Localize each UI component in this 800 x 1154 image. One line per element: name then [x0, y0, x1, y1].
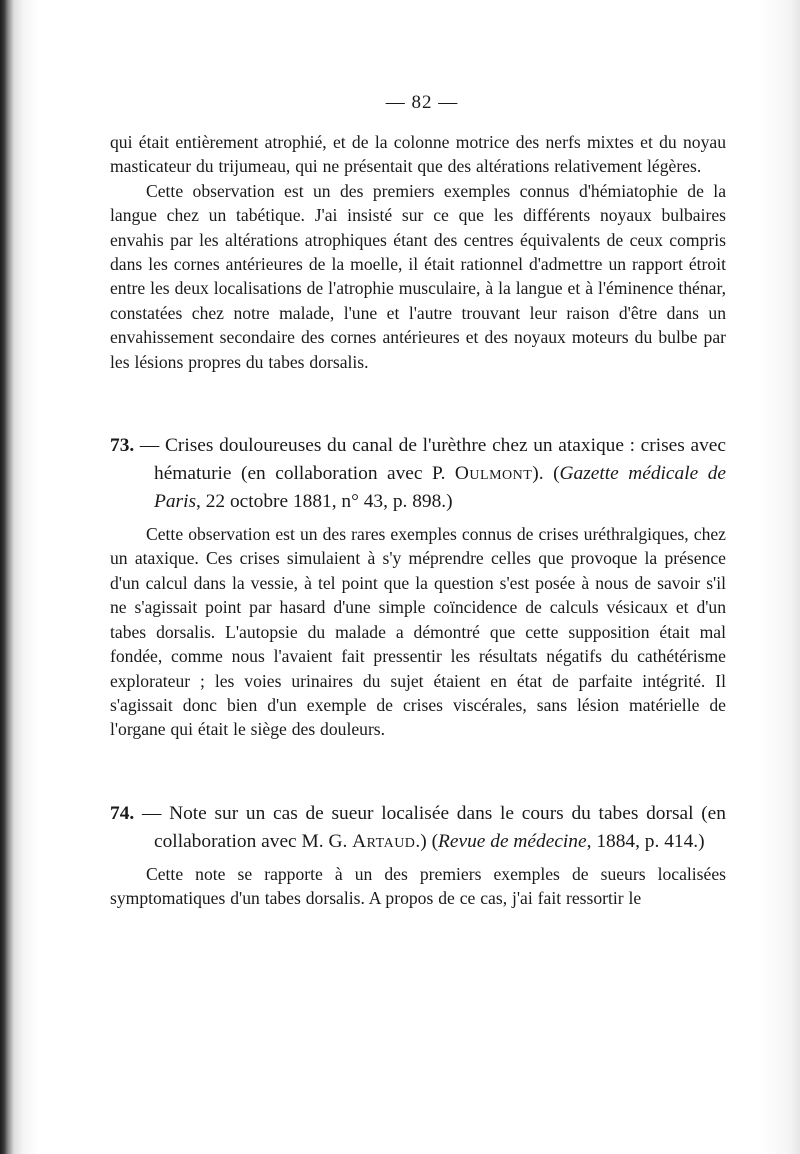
entry-source-journal: Revue de médecine	[438, 830, 587, 852]
intro-paragraph-observation: Cette observation est un des premiers exemples connus d'hémiatophie de la langue chez un tabétique. J'ai insisté sur ce que les différents noyaux bulbaires envahis par les altérations atrophiques étant des centres équivalents de ceux compris dans les cornes antérieures de la moelle, il était rationnel d'admettre un rapport étroit entre les deux localisations de l'atrophie musculaire, à la langue et à l'éminence thénar, constatées chez notre malade, l'une et l'autre trouvant leur raison d'être dans un envahissement secondaire des cornes antérieures et des noyaux moteurs du bulbe par les lésions propres du tabes dorsalis.	[110, 180, 726, 372]
entry-collaborator: Oulmont	[454, 463, 533, 485]
intro-section	[110, 130, 726, 374]
entry-source-open: (	[553, 463, 560, 485]
entry-source-journal: Gazette médicale de Paris	[154, 463, 726, 513]
entry-title: — Crises douloureuses du canal de l'urèthre chez un ataxique : crises avec hématurie (en collaboration avec P.	[139, 435, 726, 485]
entry-source-details: , 22 octobre 1881, n° 43, p. 898.)	[196, 491, 453, 513]
entry-collaborator: Artaud	[352, 830, 416, 852]
entry-body: Cette observation est un des rares exemples connus de crises uréthralgiques, chez un ataxique. Ces crises simulaient à s'y méprendre celles que provoque la présence d'un calcul dans la vessie, à tel point que la question s'est posée à nous de savoir s'il ne s'agissait point par hasard d'une simple coïncidence de calculs vésicaux et d'un tabes dorsalis. L'autopsie du malade a démontré que cette supposition était mal fondée, comme nous l'avaient fait pressentir les résultats négatifs du cathétérisme explorateur ; les voies urinaires du sujet étaient en état de parfaite intégrité. Il s'agissait donc bien d'un exemple de crises viscérales, sans lésion matérielle de l'organe qui était le siège des douleurs.	[110, 524, 726, 740]
entry-source-details: , 1884, p. 414.)	[586, 830, 705, 852]
entry-heading	[110, 432, 726, 516]
entry-number: 74.	[110, 802, 135, 824]
entry-body: Cette note se rapporte à un des premiers exemples de sueurs localisées symptomatiques d'un tabes dorsalis. A propos de ce cas, j'ai fait ressortir le	[110, 863, 726, 909]
entry-source-open: (	[431, 830, 439, 852]
entry-title-end: .)	[415, 830, 432, 852]
entry-title-end: ).	[532, 463, 544, 485]
entry-number: 73.	[110, 435, 135, 457]
document-page	[110, 92, 726, 911]
entry-heading	[110, 800, 726, 856]
bibliography-entry-73	[110, 432, 726, 742]
page-number: — 82 —	[385, 92, 459, 113]
bibliography-entry-74	[110, 800, 726, 911]
intro-paragraph-continuation: qui était entièrement atrophié, et de la colonne motrice des nerfs mixtes et du noyau masticateur du trijumeau, qui ne présentait que des altérations relativement légères.	[110, 132, 726, 177]
entry-title: — Note sur un cas de sueur localisée dans le cours du tabes dorsal (en collaboration avec M. G.	[141, 802, 726, 852]
